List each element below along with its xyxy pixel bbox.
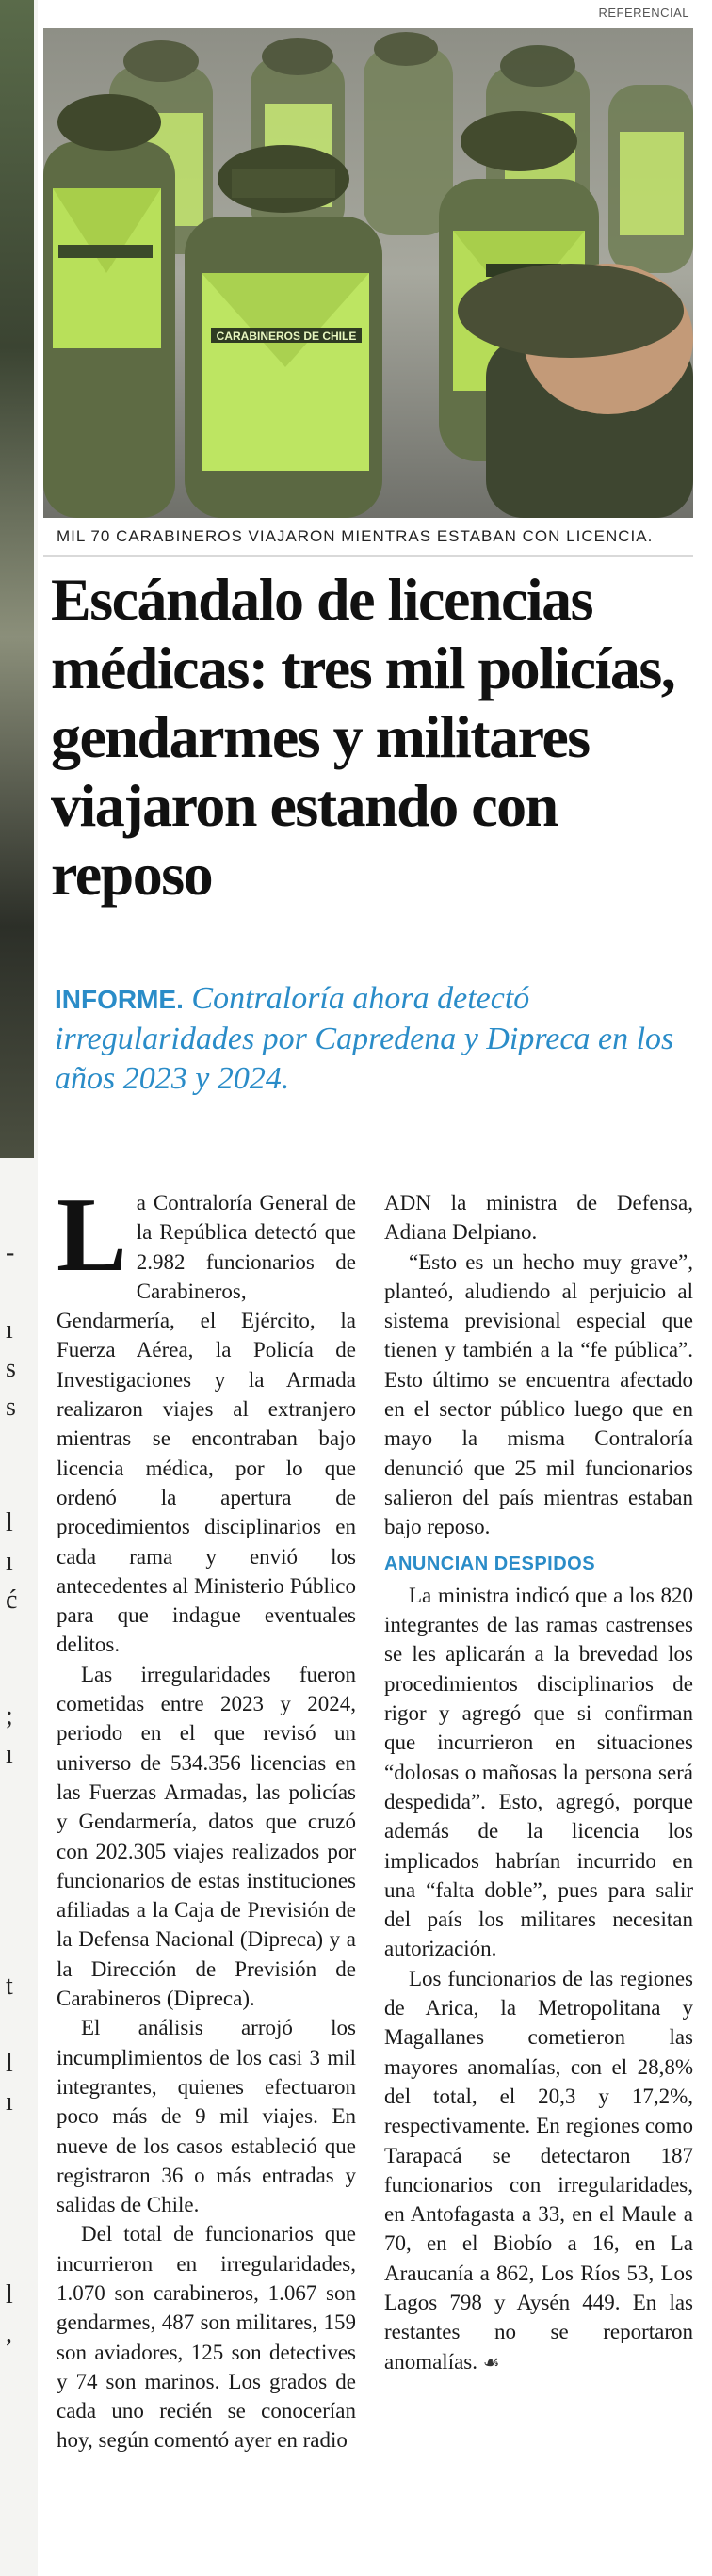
officers-illustration xyxy=(43,28,693,518)
photo-caption: MIL 70 CARABINEROS VIAJARON MIENTRAS ESTABAN CON LICENCIA. xyxy=(57,527,654,545)
paragraph-1 xyxy=(57,1177,356,1660)
article-headline: Escándalo de licencias médicas: tres mil policías, gendarmes y militares viajaron estando con reposo xyxy=(51,566,675,908)
paragraph-5: ADN la ministra de Defensa, Adiana Delpiano. xyxy=(384,1191,693,1245)
article-column-left xyxy=(57,1177,356,2455)
paragraph-8 xyxy=(384,1964,693,2378)
paragraph-6: “Esto es un hecho muy grave”, planteó, aludiendo al perjuicio al sistema previsional especial que tienen y también a la “fe pública”. Esto último se encuentra afectado en el sector público luego que en mayo la misma Contraloría denunció que 25 mil funcionarios salieron del país mientras estaban bajo reposo. xyxy=(384,1249,693,1539)
paragraph-3: El análisis arrojó los incumplimientos de los casi 3 mil integrantes, quienes efectuaron poco más de 9 mil viajes. En nueve de los casos estableció que registraron 36 o más entradas y salidas de Chile. xyxy=(57,2016,356,2217)
paragraph-1-text: a Contraloría General de la República detectó que 2.982 funcionarios de Carabineros, Gendarmería, el Ejército, la Fuerza Aérea, la Policía de Investigaciones y la Armada realizaron viajes al extranjero mientras se encontraban bajo licencia médica, por lo que ordenó la apertura de procedimientos disciplinarios en cada rama y envió los antecedentes al Ministerio Público para que indague eventuales delitos. xyxy=(57,1191,356,1657)
photo-reference-tag: REFERENCIAL xyxy=(598,6,689,20)
article-kicker xyxy=(55,979,695,1099)
carabineros-photo xyxy=(43,28,693,518)
article-column-right xyxy=(384,1188,693,2378)
kicker-label: INFORME. xyxy=(55,985,184,1014)
paragraph-8-text: Los funcionarios de las regiones de Arica, la Metropolitana y Magallanes cometieron las mayores anomalías, con el 28,8% del total, el 20,3 y 17,2%, respectivamente. En regiones como Tarapacá se detectaron 187 funcionarios con irregularidades, en Antofagasta a 33, en el Maule a 70, en el Biobío a 16, en La Araucanía a 862, Los Ríos 53, Los Lagos 798 y Aysén 449. En las restantes no se reportaron anomalías. xyxy=(384,1966,693,2374)
adjacent-page-strip xyxy=(0,0,38,2576)
kicker-text: Contraloría ahora detectó irregularidades por Capredena y Dipreca en los años 2023 y 2024. xyxy=(55,981,674,1096)
adjacent-photo-edge xyxy=(0,0,34,1158)
drop-cap: L xyxy=(57,1177,127,1294)
paragraph-4: Del total de funcionarios que incurrieron en irregularidades, 1.070 son carabineros, 1.067 son gendarmes, 487 son militares, 159 son aviadores, 125 son detectives y 74 son marinos. Los grados de cada uno recién se conocerían hoy, según comentó ayer en radio xyxy=(57,2222,356,2453)
adjacent-text-fragments: - ı s s l ı ć ; ı t l ı l , xyxy=(6,1238,18,2348)
section-subhead: ANUNCIAN DESPIDOS xyxy=(384,1553,596,1574)
end-mark-icon: ☙ xyxy=(482,2352,500,2374)
paragraph-7: La ministra indicó que a los 820 integrantes de las ramas castrenses se les aplicarán a la brevedad los procedimientos disciplinarios de rigor y agregó que si confirman que incurrieron en situaciones “dolosas o mañosas la persona será despedida”. Esto, agregó, porque además de la licencia los implicados habrían incurrido en una “falta doble”, pues para salir del país los militares necesitan autorización. xyxy=(384,1583,693,1961)
vest-lettering: CARABINEROS DE CHILE xyxy=(216,330,357,343)
paragraph-2: Las irregularidades fueron cometidas entre 2023 y 2024, periodo en el que revisó un universo de 534.356 licencias en las Fuerzas Armadas, las policías y Gendarmería, datos que cruzó con 202.305 viajes realizados por funcionarios de estas instituciones afiliadas a la Caja de Previsión de la Defensa Nacional (Dipreca) y a la Dirección de Previsión de Carabineros (Dipreca). xyxy=(57,1662,356,2011)
caption-divider xyxy=(43,555,693,557)
